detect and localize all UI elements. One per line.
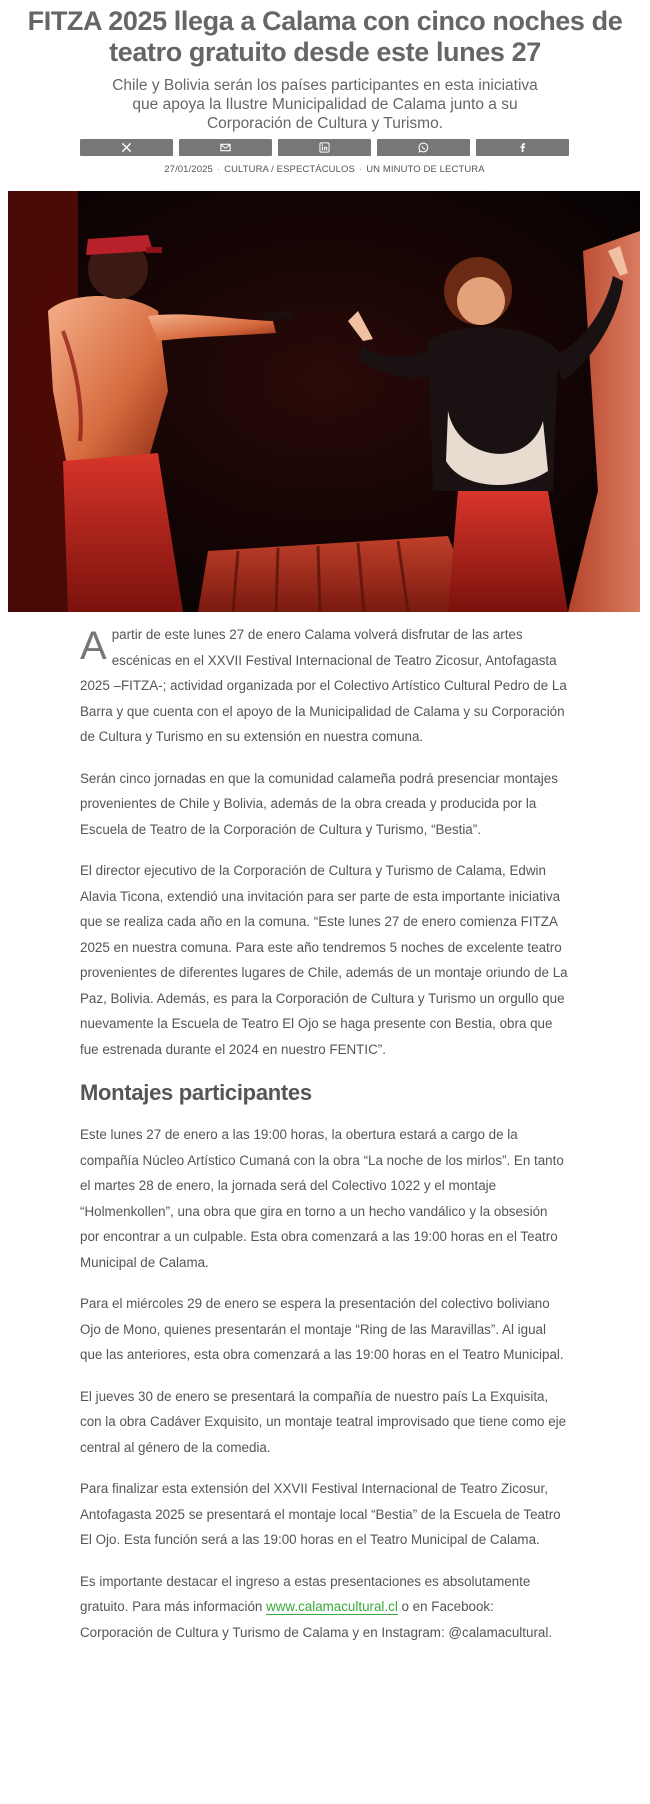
article-title: FITZA 2025 llega a Calama con cinco noches de teatro gratuito desde este lunes 27 [27,6,623,67]
article-category-link[interactable]: CULTURA / ESPECTÁCULOS [224,164,355,175]
paragraph-7: Para finalizar esta extensión del XXVII Festival Internacional de Teatro Zicosur, Antofagasta 2025 se presentará el montaje local “Bestia” de la Escuela de Teatro El Ojo. Esta función será a las 19:00 horas en el Teatro Municipal de Calama. [80,1481,561,1547]
share-x-button[interactable] [80,139,173,156]
facebook-icon [517,142,528,153]
x-icon [121,142,132,153]
section-heading: Montajes participantes [80,1080,312,1105]
paragraph-8 [80,1569,570,1646]
hero-image [8,191,640,612]
paragraph-4: Este lunes 27 de enero a las 19:00 horas, la obertura estará a cargo de la compañía Núcleo Artístico Cumaná con la obra “La noche de los mirlos”. En tanto el martes 28 de enero, la jornada será del Colectivo 1022 y el montaje “Holmenkollen”, una obra que gira en torno a un hecho vandálico y la obsesión por encontrar a un culpable. Esta obra comenzará a las 19:00 horas en el Teatro Municipal de Calama. [80,1127,564,1270]
paragraph-intro [80,622,570,750]
share-email-button[interactable] [179,139,272,156]
whatsapp-icon [418,142,429,153]
paragraph-6: El jueves 30 de enero se presentará la compañía de nuestro país La Exquisita, con la obra Cadáver Exquisito, un montaje teatral improvisado que tiene como eje central al género de la comedia. [80,1388,567,1455]
article-body [80,622,570,1661]
share-whatsapp-button[interactable] [377,139,470,156]
paragraph-2: Serán cinco jornadas en que la comunidad calameña podrá presenciar montajes provenientes de Chile y Bolivia, además de la obra creada y producida por la Escuela de Teatro de la Corporación de Cultura y Turismo, “Bestia”. [80,770,558,837]
paragraph-8-after: o en Facebook: Corporación de Cultura y Turismo de Calama y en Instagram: @calamacultural. [80,1599,553,1640]
linkedin-icon [319,142,330,153]
paragraph-5: Para el miércoles 29 de enero se espera la presentación del colectivo boliviano Ojo de Mono, quienes presentarán el montaje “Ring de las Maravillas”. Al igual que las anteriores, esta obra comenzará a las 19:00 horas en el Teatro Municipal. [80,1296,564,1362]
article-date: 27/01/2025 [164,164,213,175]
read-time: UN MINUTO DE LECTURA [366,164,485,175]
paragraph-8-before: Es importante destacar el ingreso a estas presentaciones es absolutamente gratuito. Para más información [80,1573,531,1614]
mail-icon [220,142,231,153]
drop-cap: A [80,624,107,668]
share-linkedin-button[interactable] [278,139,371,156]
article-subtitle: Chile y Bolivia serán los países participantes en esta iniciativa que apoya la Ilustre Municipalidad de Calama junto a su Corporación de Cultura y Turismo. [112,77,538,132]
share-bar [80,139,569,157]
paragraph-3: El director ejecutivo de la Corporación de Cultura y Turismo de Calama, Edwin Alavia Ticona, extendió una invitación para ser parte de esta importante iniciativa que se realiza cada año en la comuna. “Este lunes 27 de enero comienza FITZA 2025 en nuestra comuna. Para este año tendremos 5 noches de excelente teatro provenientes de diferentes lugares de Chile, además de un montaje oriundo de La Paz, Bolivia. Además, es para la Corporación de Cultura y Turismo un orgullo que nuevamente la Escuela de Teatro El Ojo se haga presente con Bestia, obra que fue estrenada durante el 2024 en nuestro FENTIC”. [80,863,568,1057]
share-facebook-button[interactable] [476,139,569,156]
paragraph-intro-text: partir de este lunes 27 de enero Calama volverá disfrutar de las artes escénicas en el XXVII Festival Internacional de Teatro Zicosur, Antofagasta 2025 –FITZA-; actividad organizada por el Colectivo Artístico Cultural Pedro de La Barra y que cuenta con el apoyo de la Municipalidad de Calama y su Corporación de Cultura y Turismo en su extensión en nuestra comuna. [80,627,567,744]
article-meta: 27/01/2025 · CULTURA / ESPECTÁCULOS · UN MINUTO DE LECTURA [164,164,485,175]
calamacultural-link[interactable]: www.calamacultural.cl [266,1599,398,1614]
